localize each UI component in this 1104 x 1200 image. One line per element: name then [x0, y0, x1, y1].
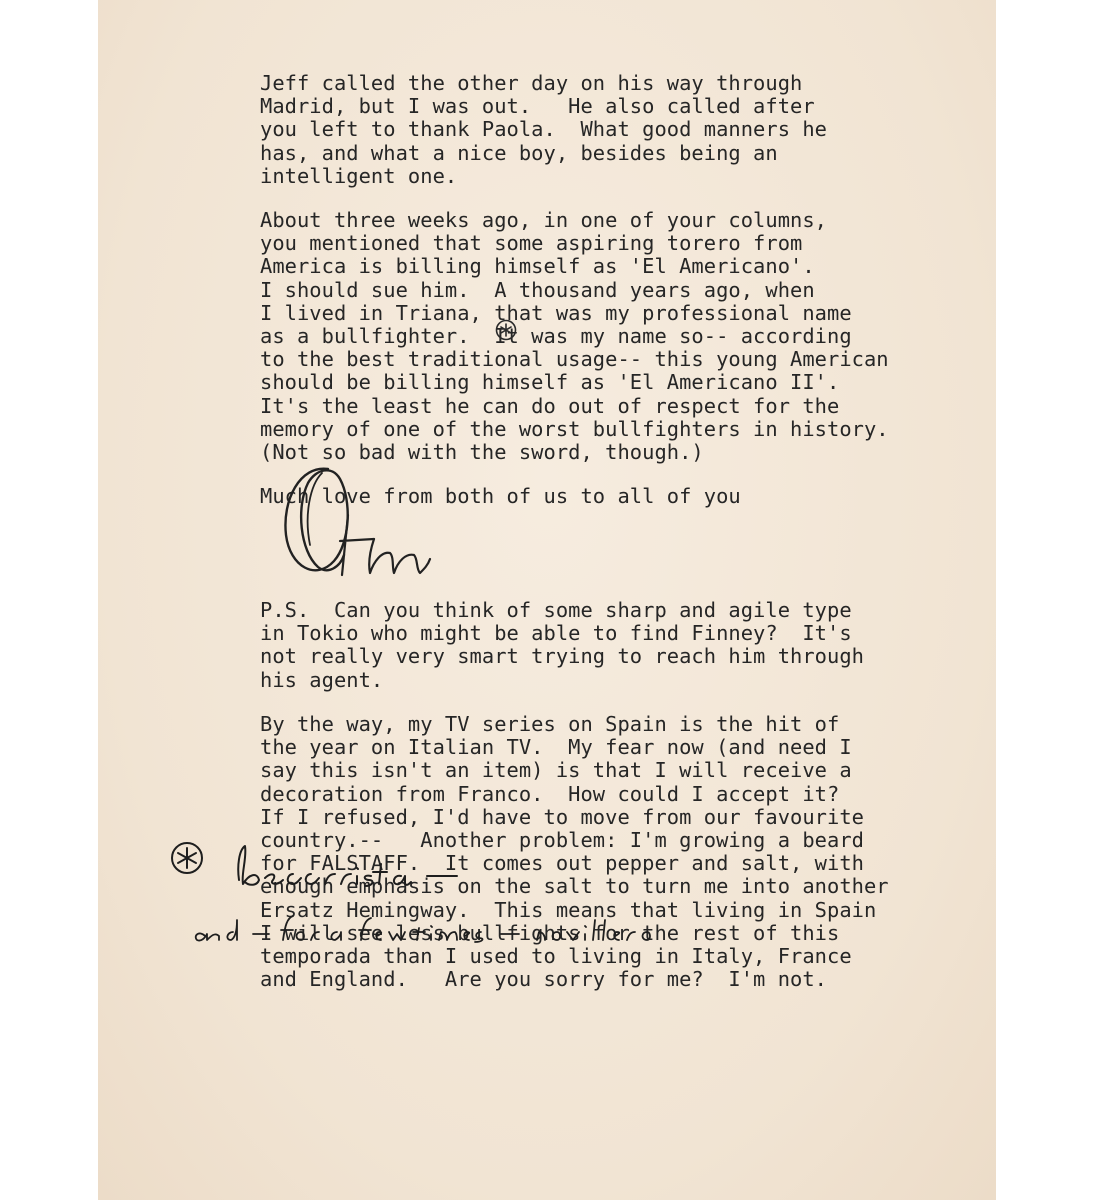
- paragraph-jeff: [260, 72, 827, 188]
- postscript-tv-series-paragraph-line: If I refused, I'd have to move from our favourite: [260, 804, 864, 829]
- paragraph-el-americano-line: should be billing himself as 'El Americano II'.: [260, 370, 840, 395]
- postscript-tv-series-paragraph-line: Ersatz Hemingway. This means that living in Spain: [260, 897, 877, 922]
- paragraph-jeff-line: intelligent one.: [260, 163, 458, 188]
- postscript-tv-series-paragraph-line: for FALSTAFF. It comes out pepper and salt, with: [260, 851, 864, 876]
- postscript-tv-series-paragraph-line: say this isn't an item) is that I will receive a: [260, 758, 852, 783]
- circled-asterisk-icon: [494, 318, 518, 342]
- paragraph-el-americano-line: memory of one of the worst bullfighters in history.: [260, 416, 889, 441]
- postscript-tv-series-paragraph-line: I will see less bullfights for the rest of this: [260, 920, 840, 945]
- postscript-tv-series-paragraph-line: the year on Italian TV. My fear now (and need I: [260, 735, 852, 760]
- paragraph-el-americano-line: I should sue him. A thousand years ago, when: [260, 277, 815, 302]
- paragraph-el-americano-line: to the best traditional usage-- this young American: [260, 347, 889, 372]
- postscript-paragraph-line: in Tokio who might be able to find Finney? It's: [260, 621, 852, 646]
- paragraph-el-americano-line: I lived in Triana, that was my professional name: [260, 300, 852, 325]
- postscript-paragraph: [260, 599, 864, 692]
- postscript-tv-series-paragraph-line: and England. Are you sorry for me? I'm not.: [260, 967, 828, 992]
- paragraph-el-americano-line: you mentioned that some aspiring torero from: [260, 231, 803, 256]
- paragraph-jeff-line: you left to thank Paola. What good manners he: [260, 117, 828, 142]
- postscript-tv-series-paragraph-line: decoration from Franco. How could I accept it?: [260, 781, 840, 806]
- postscript-paragraph-line: not really very smart trying to reach him through: [260, 644, 864, 669]
- paragraph-jeff-line: Madrid, but I was out. He also called after: [260, 94, 815, 119]
- paragraph-jeff-line: Jeff called the other day on his way through: [260, 71, 803, 95]
- postscript-paragraph-line: P.S. Can you think of some sharp and agile type: [260, 598, 852, 622]
- handwritten-footnote: [165, 840, 705, 950]
- paragraph-el-americano-line: as a bullfighter. It was my name so-- according: [260, 323, 852, 348]
- paragraph-el-americano: [260, 209, 889, 464]
- paragraph-el-americano-line: It's the least he can do out of respect for the: [260, 393, 840, 418]
- postscript-tv-series-paragraph-line: temporada than I used to living in Italy, France: [260, 943, 852, 968]
- paragraph-el-americano-line: About three weeks ago, in one of your columns,: [260, 208, 828, 232]
- postscript-tv-series-paragraph-line: country.-- Another problem: I'm growing a beard: [260, 827, 864, 852]
- closing-line: Much love from both of us to all of you: [260, 484, 741, 508]
- paragraph-el-americano-line: (Not so bad with the sword, though.): [260, 439, 704, 464]
- postscript-tv-series-paragraph-line: By the way, my TV series on Spain is the hit of: [260, 712, 840, 736]
- paragraph-jeff-line: has, and what a nice boy, besides being an: [260, 140, 778, 165]
- postscript-paragraph-line: his agent.: [260, 667, 384, 692]
- paragraph-el-americano-line: America is billing himself as 'El Americano'.: [260, 254, 815, 279]
- handwritten-signature: [270, 455, 450, 595]
- postscript-tv-series-paragraph-line: enough emphasis on the salt to turn me into another: [260, 874, 889, 899]
